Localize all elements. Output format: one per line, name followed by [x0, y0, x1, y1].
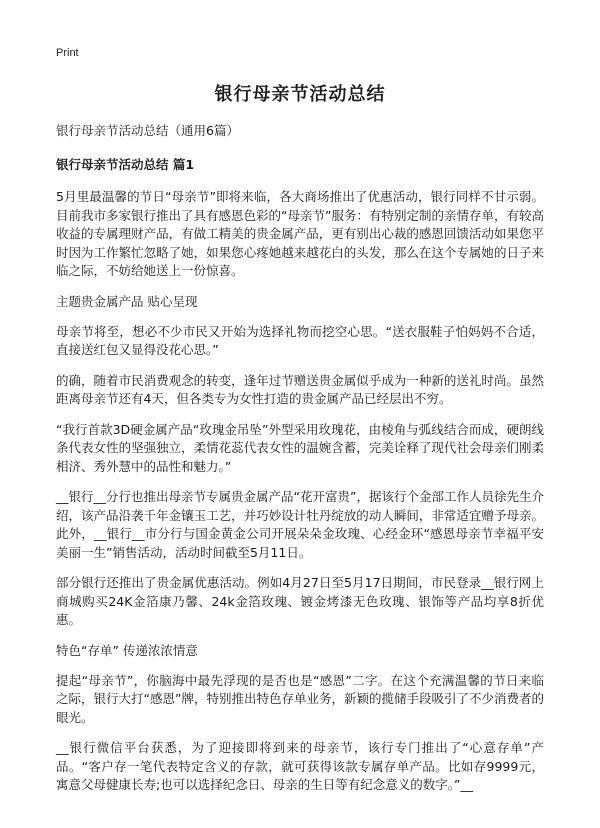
paragraph-deposit-slip: __银行微信平台获悉，为了迎接即将到来的母亲节，该行专门推出了“心意存单”产品。“客户存一笔代表特定含义的存款，就可获得该款专属存单产品。比如存9999元，寓意父母健康长寿;也可以选择纪念日、母亲的生日等有纪念意义的数字。”__ [56, 740, 544, 792]
paragraph-gratitude: 提起“母亲节”，你脑海中最先浮现的是否也是“感恩”二字。在这个充满温馨的节日来临之际，银行大打“感恩”牌，特别推出特色存单业务，新颖的揽储手段吸引了不少消费者的眼光。 [56, 672, 544, 725]
paragraph-discount: 部分银行还推出了贵金属优惠活动。例如4月27日至5月17日期间，市民登录__银行网上商城购买24K金箔康乃馨、24k金箔玫瑰、镀金烤漆无色玫瑰、银饰等产品均享8折优惠。 [56, 575, 544, 627]
document-subtitle: 银行母亲节活动总结（通用6篇） [56, 123, 239, 138]
paragraph-rose-pendant: “我行首款3D硬金属产品“玫瑰金吊坠”外型采用玫瑰花，由棱角与弧线结合而成，硬朗线条代表女性的坚强独立，柔情花蕊代表女性的温婉含蓄，完美诠释了现代社会母亲们刚柔相济、秀外慧中的品性和魅力。” [56, 421, 544, 474]
paragraph-branch-products: __银行__分行也推出母亲节专属贵金属产品“花开富贵”，据该行个金部工作人员徐先生介绍，该产品沿袭千年金镶玉工艺，并巧妙设计牡丹绽放的动人瞬间，非常适宜赠予母亲。此外，__银行__市分行与国金黄金公司开展朵朵金玫瑰、心经金环“感恩母亲节幸福平安美丽一生”销售活动，活动时间截至5月11日。 [56, 489, 544, 560]
section-title: 银行母亲节活动总结 篇1 [56, 157, 195, 172]
paragraph-trend: 的确，随着市民消费观念的转变，逢年过节赠送贵金属似乎成为一种新的送礼时尚。虽然距离母亲节还有4天，但各类专为女性打造的贵金属产品已经层出不穷。 [56, 372, 544, 406]
document-title: 银行母亲节活动总结 [214, 84, 386, 105]
print-label[interactable]: Print [56, 47, 79, 59]
subheading-deposit: 特色“存单” 传递浓浓情意 [56, 642, 198, 658]
paragraph-gift-worry: 母亲节将至，想必不少市民又开始为选择礼物而挖空心思。“送衣服鞋子怕妈妈不合适，直接送红包又显得没花心思。” [56, 323, 544, 357]
paragraph-intro: 5月里最温馨的节日“母亲节”即将来临，各大商场推出了优惠活动，银行同样不甘示弱。目前我市多家银行推出了具有感恩色彩的“母亲节”服务：有特别定制的亲情存单，有较高收益的专属理财产品，有做工精美的贵金属产品，更有别出心裁的感恩回馈活动如果您平时因为工作繁忙忽略了她，如果您心疼她越来越花白的头发，那么在这个专属她的日子来临之际，不妨给她送上一份惊喜。 [56, 189, 544, 278]
subheading-precious-metal: 主题贵金属产品 贴心呈现 [56, 293, 198, 309]
